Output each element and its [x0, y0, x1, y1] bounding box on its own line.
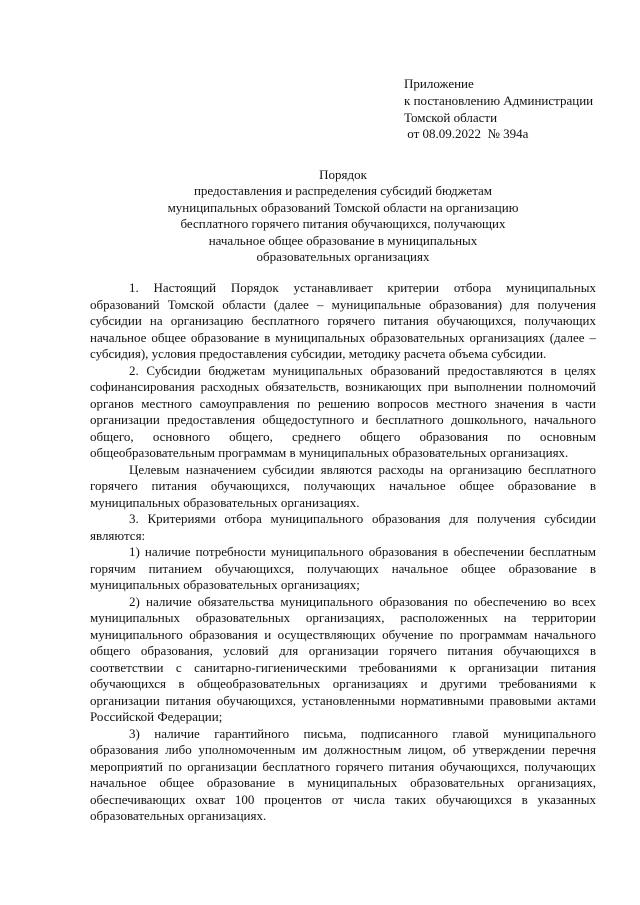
paragraph: Целевым назначением субсидии являются расходы на организацию бесплатного горячего питания обучающихся, получающих начальное общее образование в муниципальных образовательных организациях.	[90, 461, 596, 510]
title-line: образовательных организациях	[256, 249, 430, 265]
title-line: бесплатного горячего питания обучающихся, получающих	[180, 216, 506, 232]
title-line: начальное общее образование в муниципальных	[208, 232, 478, 248]
appendix-block	[404, 76, 630, 143]
appendix-line: Томской области	[404, 109, 498, 125]
document-body	[90, 280, 596, 825]
list-item: 3) наличие гарантийного письма, подписанного главой муниципального образования либо уполномоченным им должностным лицом, об утверждении перечня мероприятий по организации бесплатного горячего питания обучающихся, получающих начальное общее образование в муниципальных образовательных организациях, обеспечивающих охват 100 процентов от числа таких обучающихся в указанных образовательных организациях.	[90, 725, 596, 823]
document-title	[90, 167, 596, 265]
appendix-date-line: от 08.09.2022 № 394а	[404, 126, 529, 142]
paragraph: 2. Субсидии бюджетам муниципальных образований предоставляются в целях софинансирования расходных обязательств, возникающих при выполнении полномочий органов местного самоуправления по решению вопросов местного значения в части организации предоставления общедоступного и бесплатного дошкольного, начального общего, основного общего, среднего общего образования по основным общеобразовательным программам в муниципальных образовательных организациях.	[90, 362, 596, 460]
list-item: 2) наличие обязательства муниципального образования по обеспечению во всех муниципальных образовательных организациях, расположенных на территории муниципального образования и осуществляющих обучение по программам начального общего образования, условий для организации горячего питания обучающихся в соответствии с санитарно-гигиеническими требованиями к организации питания обучающихся в общеобразовательных организациях и другими требованиями к организации питания обучающихся, установленными нормативными правовыми актами Российской Федерации;	[90, 593, 596, 724]
appendix-line: Приложение	[404, 76, 474, 91]
paragraph: 3. Критериями отбора муниципального образования для получения субсидии являются:	[90, 511, 596, 543]
title-line: Порядок	[319, 167, 367, 182]
title-line: муниципальных образований Томской области на организацию	[167, 199, 519, 215]
title-line: предоставления и распределения субсидий бюджетам	[193, 183, 493, 199]
appendix-line: к постановлению Администрации	[404, 92, 594, 108]
paragraph: 1. Настоящий Порядок устанавливает критерии отбора муниципальных образований Томской области (далее – муниципальные образования) для получения субсидии на организацию бесплатного горячего питания обучающихся, получающих начальное общее образование в муниципальных образовательных организациях (далее – субсидия), условия предоставления субсидии, методику расчета объема субсидии.	[90, 280, 596, 361]
list-item: 1) наличие потребности муниципального образования в обеспечении бесплатным горячим питанием обучающихся, получающих начальное общее образование в муниципальных образовательных организациях;	[90, 544, 596, 592]
